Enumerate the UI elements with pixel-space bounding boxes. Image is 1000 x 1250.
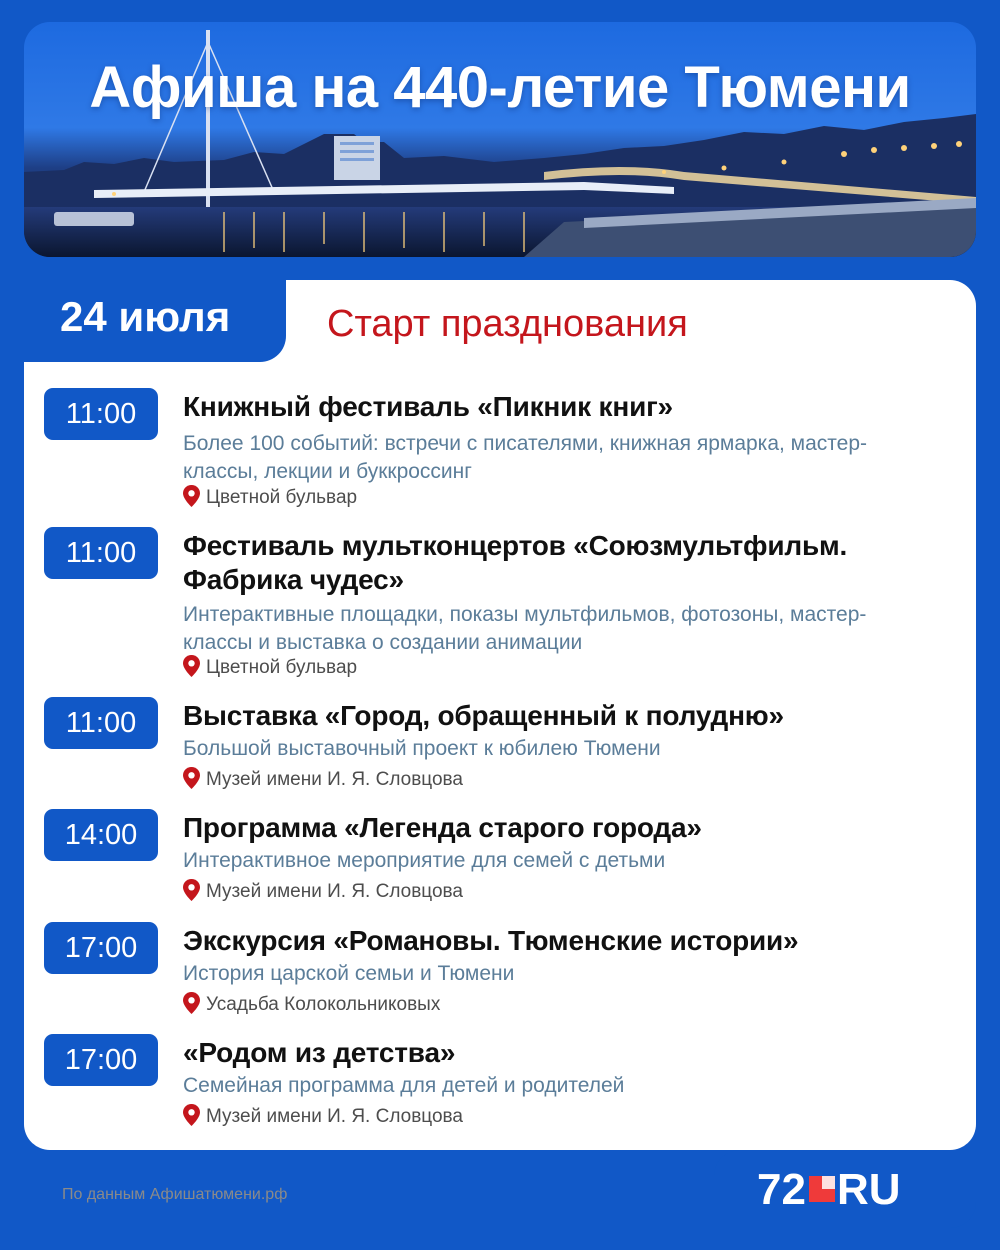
event-title: Книжный фестиваль «Пикник книг»	[183, 391, 673, 422]
event-time: 17:00	[44, 1034, 158, 1086]
page-title: Афиша на 440-летие Тюмени	[89, 55, 911, 120]
event-place	[183, 485, 357, 509]
logo-number: 72	[757, 1165, 806, 1214]
event-description: Интерактивное мероприятие для семей с детьми	[183, 849, 666, 872]
event-title: Программа «Легенда старого города»	[183, 812, 702, 843]
event-title: Экскурсия «Романовы. Тюменские истории»	[183, 925, 799, 956]
event-place	[183, 655, 357, 679]
source-note: По данным Афишатюмени.рф	[62, 1186, 288, 1203]
event-place-label: Музей имени И. Я. Словцова	[206, 769, 463, 790]
location-pin-icon	[183, 485, 200, 507]
brand-logo[interactable]	[757, 1166, 901, 1214]
event-description: Большой выставочный проект к юбилею Тюмени	[183, 737, 661, 760]
event-place-label: Музей имени И. Я. Словцова	[206, 1106, 463, 1127]
event-place-label: Музей имени И. Я. Словцова	[206, 881, 463, 902]
event-time: 14:00	[44, 809, 158, 861]
event-time: 11:00	[44, 697, 158, 749]
event-place-label: Цветной бульвар	[206, 487, 358, 508]
event-title: «Родом из детства»	[183, 1037, 456, 1068]
event-time: 17:00	[44, 922, 158, 974]
location-pin-icon	[183, 1104, 200, 1126]
event-place	[183, 767, 463, 791]
event-title: Фестиваль мультконцертов «Союзмультфильм. Фабрика чудес»	[183, 530, 848, 595]
event-description: Семейная программа для детей и родителей	[183, 1074, 625, 1097]
event-place-label: Усадьба Колокольниковых	[206, 994, 441, 1015]
logo-domain: RU	[836, 1165, 901, 1214]
event-description: История царской семьи и Тюмени	[183, 962, 515, 985]
event-place-label: Цветной бульвар	[206, 657, 358, 678]
event-time: 11:00	[44, 388, 158, 440]
location-pin-icon	[183, 992, 200, 1014]
event-description: Более 100 событий: встречи с писателями, книжная ярмарка, мастер-классы, лекции и буккроссинг	[183, 432, 868, 483]
location-pin-icon	[183, 655, 200, 677]
red-square-icon	[809, 1176, 835, 1202]
event-time: 11:00	[44, 527, 158, 579]
event-place	[183, 992, 440, 1016]
location-pin-icon	[183, 767, 200, 789]
event-place	[183, 879, 463, 903]
event-place	[183, 1104, 463, 1128]
location-pin-icon	[183, 879, 200, 901]
event-description: Интерактивные площадки, показы мультфильмов, фотозоны, мастер-классы и выставка о создании анимации	[183, 603, 867, 654]
hero-banner	[24, 22, 976, 257]
date-label: 24 июля	[60, 293, 231, 340]
section-subtitle: Старт празднования	[327, 303, 688, 345]
event-title: Выставка «Город, обращенный к полудню»	[183, 700, 784, 731]
